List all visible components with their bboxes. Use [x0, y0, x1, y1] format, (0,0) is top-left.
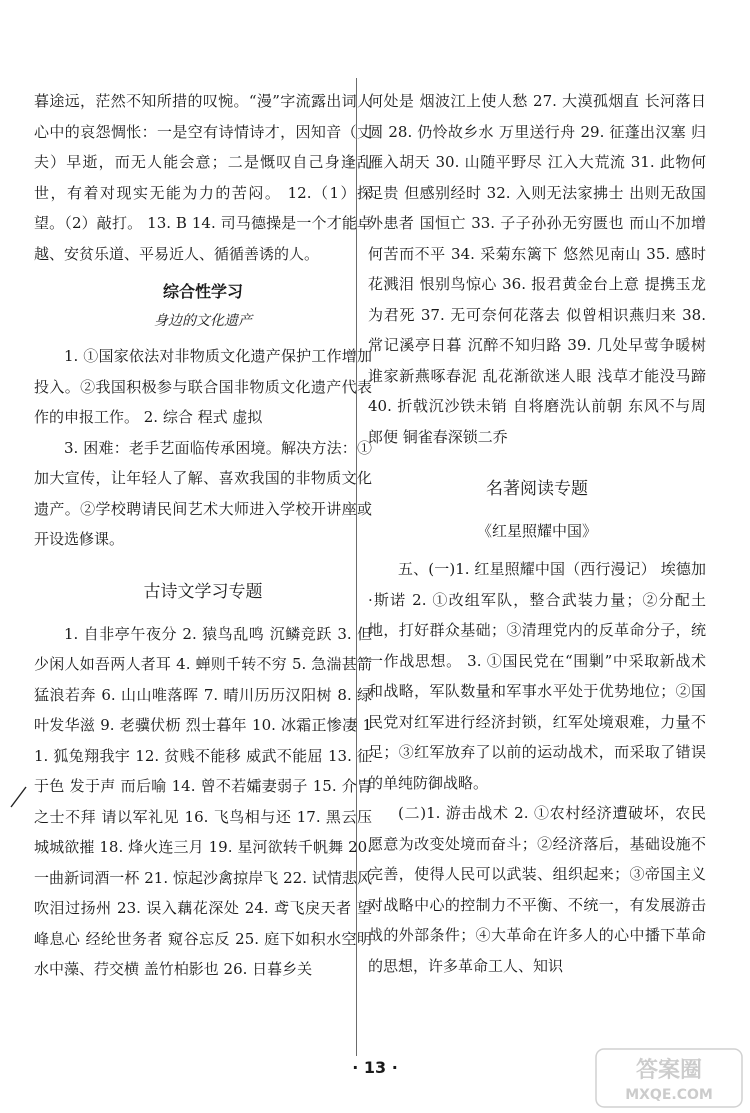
- page-number: · 13 ·: [352, 1058, 398, 1077]
- watermark-text-bottom: MXQE.COM: [625, 1087, 713, 1103]
- watermark-logo-icon: [594, 1047, 744, 1109]
- section-title-comprehensive: 综合性学习: [162, 282, 243, 301]
- poetry-answers-continued: 何处是 烟波江上使人愁 27. 大漠孤烟直 长河落日圆 28. 仍怜故乡水 万里送行舟 29. 征蓬出汉塞 归雁入胡天 30. 山随平野尽 江入大荒流 31. 此物何足贵 但感别经时 32. 入则无法家拂士 出则无敌国外患者 国恒亡 33. 子子孙孙无穷匮也 而山不加增 何苦而不平 34. 采菊东篱下 悠然见南山 35. 感时花溅泪 恨别鸟惊心 36. 报君黄金台上意 提携玉龙为君死 37. 无可奈何花落去 似曾相识燕归来 38. 常记溪亭日暮 沉醉不知归路 39. 几处早莺争暖树 谁家新燕啄春泥 乱花渐欲迷人眼 浅草才能没马蹄 40. 折戟沉沙铁未销 自将磨洗认前朝 东风不与周郎便 铜雀春深锁二乔: [368, 92, 706, 446]
- comprehensive-answer-1: 1. ①国家依法对非物质文化遗产保护工作增加投入。②我国积极参与联合国非物质文化遗产代表作的申报工作。 2. 综合 程式 虚拟: [34, 347, 372, 426]
- right-column: [368, 86, 706, 981]
- pen-mark-icon: [8, 783, 30, 809]
- watermark-text-top: 答案圈: [635, 1058, 703, 1083]
- intro-paragraph: 暮途远，茫然不知所措的叹惋。“漫”字流露出词人心中的哀怨惆怅：一是空有诗情诗才，因知音（丈夫）早逝，而无人能会意；二是慨叹自己身逢乱世，有着对现实无能为力的苦闷。 12.（1）探望。（2）敲打。 13. B 14. 司马德操是一个才能卓越、安贫乐道、平易近人、循循善诱的人。: [34, 92, 372, 263]
- left-column: [34, 86, 372, 985]
- reading-answers-1: 五、(一)1. 红星照耀中国（西行漫记） 埃德加·斯诺 2. ①改组军队，整合武装力量；②分配土地，打好群众基础；③清理党内的反革命分子，统一作战思想。 3. ①国民党在“围剿”中采取新战术和战略，军队数量和军事水平处于优势地位；②国民党对红军进行经济封锁，红军处境艰难，力量不足；③红军放弃了以前的运动战术，而采取了错误的单纯防御战略。: [368, 560, 706, 792]
- poetry-answers: 1. 自非亭午夜分 2. 猿鸟乱鸣 沉鳞竞跃 3. 但少闲人如吾两人者耳 4. 蝉则千转不穷 5. 急湍甚箭 猛浪若奔 6. 山山唯落晖 7. 晴川历历汉阳树 8. 绿叶发华滋 9. 老骥伏枥 烈士暮年 10. 冰霜正惨凄 11. 狐兔翔我宇 12. 贫贱不能移 威武不能屈 13. 征于色 发于声 而后喻 14. 曾不若孀妻弱子 15. 介胄之士不拜 请以军礼见 16. 飞鸟相与还 17. 黑云压城城欲摧 18. 烽火连三月 19. 星河欲转千帆舞 20. 一曲新词酒一杯 21. 惊起沙禽掠岸飞 22. 试情悲风吹泪过扬州 23. 误入藕花深处 24. 鸢飞戾天者 望峰息心 经纶世务者 窥谷忘反 25. 庭下如积水空明 水中藻、荇交横 盖竹柏影也 26. 日暮乡关: [34, 624, 372, 978]
- book-title: 《红星照耀中国》: [476, 522, 597, 540]
- comprehensive-answer-2: 3. 困难：老手艺面临传承困境。解决方法：①加大宣传，让年轻人了解、喜欢我国的非物质文化遗产。②学校聘请民间艺术大师进入学校开讲座或开设选修课。: [34, 438, 372, 548]
- section-subtitle: 身边的文化遗产: [154, 313, 252, 329]
- reading-answers-2: (二)1. 游击战术 2. ①农村经济遭破坏，农民愿意为改变处境而奋斗；②经济落后，基础设施不完善，使得人民可以武装、组织起来；③帝国主义对战略中心的控制力不平衡、不统一，有发展游击战的外部条件；④大革命在许多人的心中播下革命的思想，许多革命工人、知识: [368, 804, 706, 975]
- section-title-classics-reading: 名著阅读专题: [486, 479, 588, 499]
- section-title-classical-poetry: 古诗文学习专题: [143, 581, 263, 602]
